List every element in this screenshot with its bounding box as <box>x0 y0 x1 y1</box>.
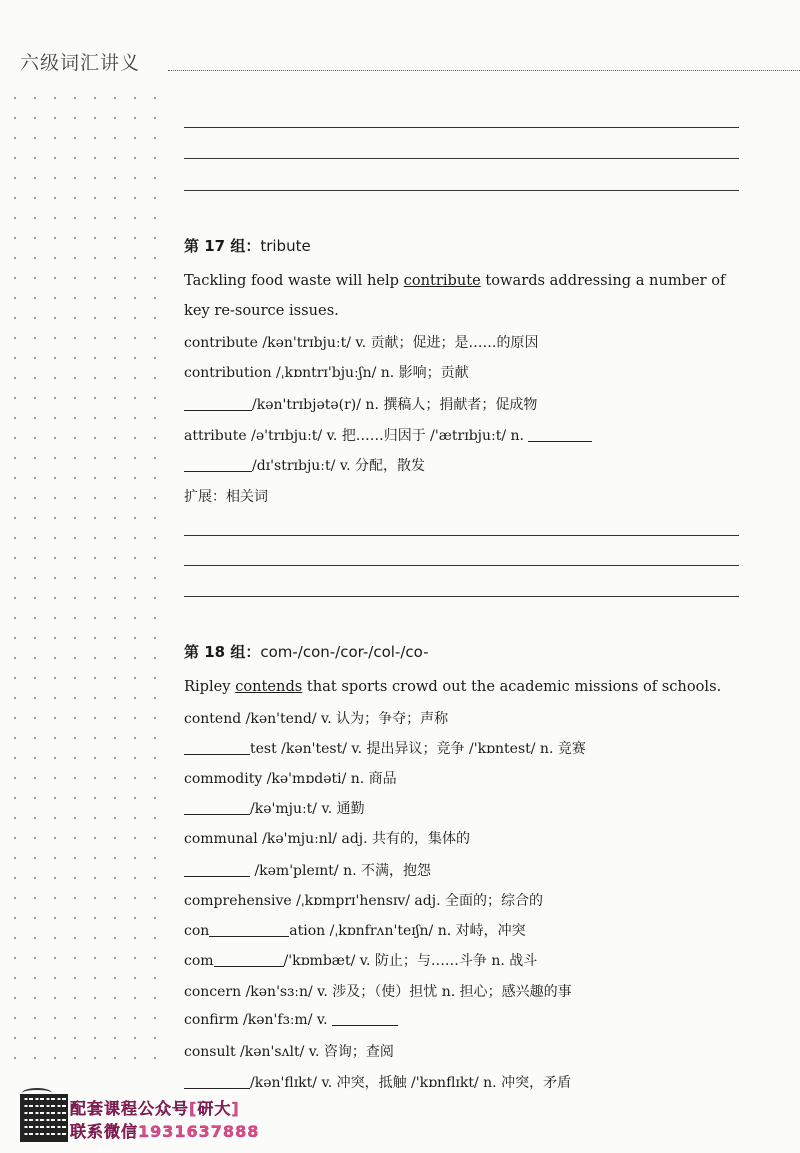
section-18-sentence: Ripley contends that sports crowd out the academic missions of schools. <box>184 678 722 695</box>
section-18-title: 第 18 组：com-/con-/cor-/col-/co- <box>184 643 429 661</box>
fill-blank[interactable] <box>184 457 252 472</box>
fill-blank[interactable] <box>214 952 284 967</box>
writing-line <box>184 158 739 159</box>
watermark-line-1: 配套课程公众号[研大] <box>70 1099 240 1118</box>
highlighted-word: contends <box>235 678 303 695</box>
writing-line <box>184 190 739 191</box>
fill-blank[interactable] <box>528 427 592 442</box>
header-rule <box>168 70 800 71</box>
entry-line: com /'kɒmbæt/ v. 防止；与……斗争 n. 战斗 <box>184 953 538 969</box>
entry-line: attribute /ə'trɪbjuːt/ v. 把……归因于 /'ætrɪbjuːt/ n. <box>184 425 592 445</box>
section-17-sentence: Tackling food waste will help contribute towards addressing a number of key re-source issues. <box>184 272 726 319</box>
writing-line <box>184 535 739 536</box>
entry-line: concern /kən'sɜːn/ v. 涉及；（使）担忧 n. 担心；感兴趣的事 <box>184 984 572 1000</box>
entry-line: contribution /ˌkɒntrɪ'bjuːʃn/ n. 影响；贡献 <box>184 365 469 381</box>
fill-blank[interactable] <box>184 800 250 815</box>
fill-blank[interactable] <box>184 1074 250 1089</box>
page-header-title: 六级词汇讲义 <box>20 52 141 74</box>
entry-line: /kən'flɪkt/ v. 冲突，抵触 /'kɒnflɪkt/ n. 冲突，矛盾 <box>184 1072 571 1092</box>
entry-line: contribute /kən'trɪbjuːt/ v. 贡献；促进；是……的原因 <box>184 335 539 351</box>
entry-line: con ation /ˌkɒnfrʌn'teɪʃn/ n. 对峙，冲突 <box>184 923 526 939</box>
fill-blank[interactable] <box>184 396 252 411</box>
dot-grid-margin <box>0 86 170 1076</box>
entry-line: /dɪ'strɪbjuːt/ v. 分配，散发 <box>184 455 425 475</box>
entry-line: /kəm'pleɪnt/ n. 不满，抱怨 <box>184 860 431 880</box>
entry-line: test /kən'test/ v. 提出异议；竞争 /'kɒntest/ n. 竞赛 <box>184 738 586 758</box>
entry-line: comprehensive /ˌkɒmprɪ'hensɪv/ adj. 全面的；综合的 <box>184 893 543 909</box>
section-17-title: 第 17 组：tribute <box>184 237 311 255</box>
highlighted-word: contribute <box>403 272 481 289</box>
entry-line: contend /kən'tend/ v. 认为；争夺；声称 <box>184 711 449 727</box>
entry-line: consult /kən'sʌlt/ v. 咨询；查阅 <box>184 1044 394 1060</box>
entry-line: /kən'trɪbjətə(r)/ n. 撰稿人；捐献者；促成物 <box>184 394 537 414</box>
writing-line <box>184 127 739 128</box>
fill-blank[interactable] <box>209 922 289 937</box>
qr-code-icon <box>20 1094 68 1142</box>
writing-line <box>184 596 739 597</box>
watermark-line-2: 联系微信1931637888 <box>70 1122 260 1141</box>
fill-blank[interactable] <box>184 740 250 755</box>
entry-line: communal /kə'mjuːnl/ adj. 共有的，集体的 <box>184 831 471 847</box>
entry-line: confirm /kən'fɜːm/ v. <box>184 1011 398 1028</box>
writing-line <box>184 565 739 566</box>
extension-label: 扩展：相关词 <box>184 489 268 505</box>
entry-line: /kə'mjuːt/ v. 通勤 <box>184 798 365 818</box>
entry-line: commodity /kə'mɒdəti/ n. 商品 <box>184 771 397 787</box>
fill-blank[interactable] <box>332 1011 398 1026</box>
fill-blank[interactable] <box>184 862 250 877</box>
